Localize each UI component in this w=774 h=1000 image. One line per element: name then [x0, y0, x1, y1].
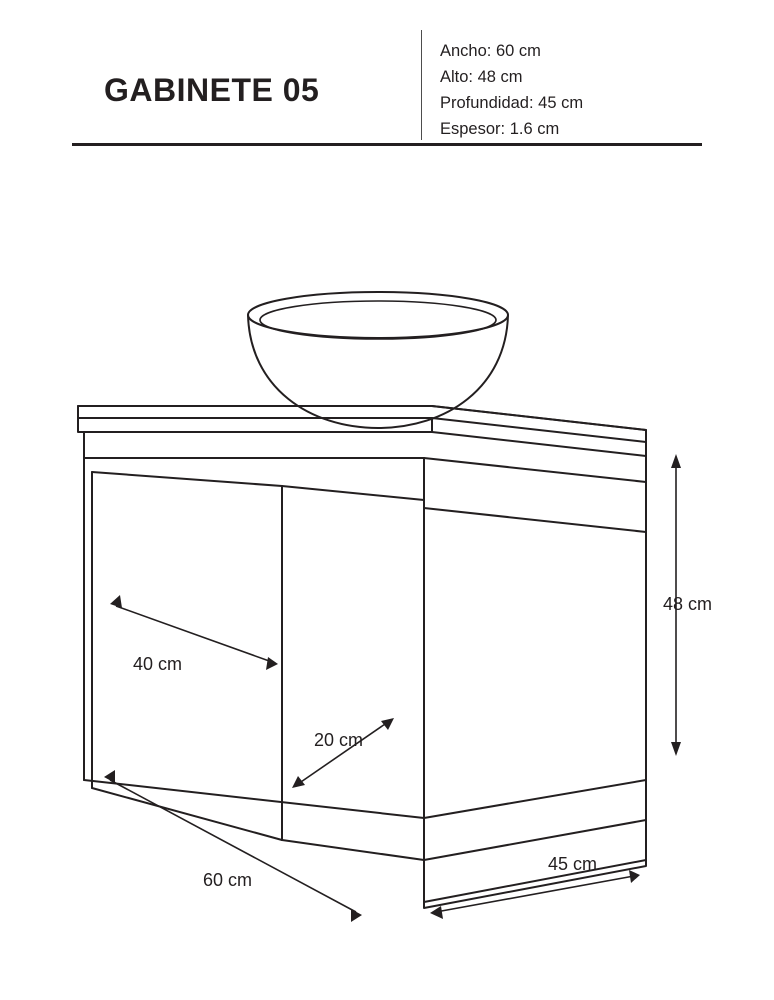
dimension-door-right-20	[292, 718, 394, 788]
spec-thickness: Espesor: 1.6 cm	[440, 120, 560, 138]
spec-depth: Profundidad: 45 cm	[440, 94, 584, 112]
dimension-label-height: 48 cm	[663, 594, 713, 614]
cabinet-diagram	[0, 160, 774, 1000]
spec-width: Ancho: 60 cm	[440, 42, 541, 60]
header-divider-rule	[72, 143, 702, 146]
vessel-sink-icon	[248, 292, 508, 428]
countertop	[78, 406, 646, 456]
page-title: GABINETE 05	[104, 72, 320, 108]
spec-divider	[421, 30, 422, 140]
dimension-label-door-left: 40 cm	[133, 654, 183, 674]
dimension-label-width: 60 cm	[203, 870, 253, 890]
dimension-label-depth: 45 cm	[548, 854, 598, 874]
cabinet-line-drawing	[0, 160, 774, 1000]
dimension-label-door-right: 20 cm	[314, 730, 364, 750]
header	[0, 0, 774, 160]
spec-list	[440, 38, 583, 142]
spec-height: Alto: 48 cm	[440, 68, 523, 86]
